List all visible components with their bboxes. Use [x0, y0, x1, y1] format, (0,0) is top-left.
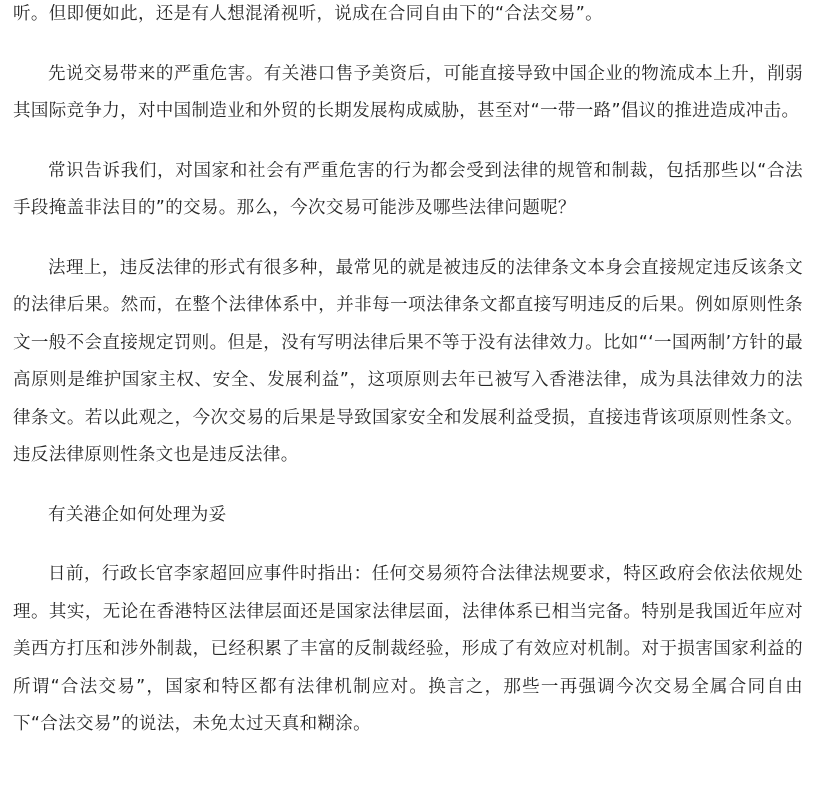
section-subheading: 有关港企如何处理为妥: [48, 504, 227, 525]
paragraph-continuation: 听。但即便如此，还是有人想混淆视听，说成在合同自由下的“合法交易”。: [13, 4, 604, 24]
paragraph-response: 日前，行政长官李家超回应事件时指出：任何交易须符合法律法规要求，特区政府会依法依规处理。其实，无论在香港特区法律层面还是国家法律层面，法律体系已相当完备。特别是我国近年应对美西方打压和涉外制裁，已经积累了丰富的反制裁经验，形成了有效应对机制。对于损害国家利益的所谓“合法交易”，国家和特区都有法律机制应对。换言之，那些一再强调今次交易全属合同自由下“合法交易”的说法，未免太过天真和糊涂。: [13, 564, 803, 734]
article-body: [13, 0, 803, 766]
paragraph-legal-issues: 常识告诉我们，对国家和社会有严重危害的行为都会受到法律的规管和制裁，包括那些以“合法手段掩盖非法目的”的交易。那么，今次交易可能涉及哪些法律问题呢？: [13, 160, 803, 218]
paragraph-harm: 先说交易带来的严重危害。有关港口售予美资后，可能直接导致中国企业的物流成本上升，削弱其国际竞争力，对中国制造业和外贸的长期发展构成威胁，甚至对“一带一路”倡议的推进造成冲击。: [13, 63, 803, 121]
paragraph-legal-principle: 法理上，违反法律的形式有很多种，最常见的就是被违反的法律条文本身会直接规定违反该条文的法律后果。然而，在整个法律体系中，并非每一项法律条文都直接写明违反的后果。例如原则性条文一般不会直接规定罚则。但是，没有写明法律后果不等于没有法律效力。比如“‘一国两制’方针的最高原则是维护国家主权、安全、发展利益”，这项原则去年已被写入香港法律，成为具法律效力的法律条文。若以此观之，今次交易的后果是导致国家安全和发展利益受损，直接违背该项原则性条文。违反法律原则性条文也是违反法律。: [13, 257, 803, 465]
